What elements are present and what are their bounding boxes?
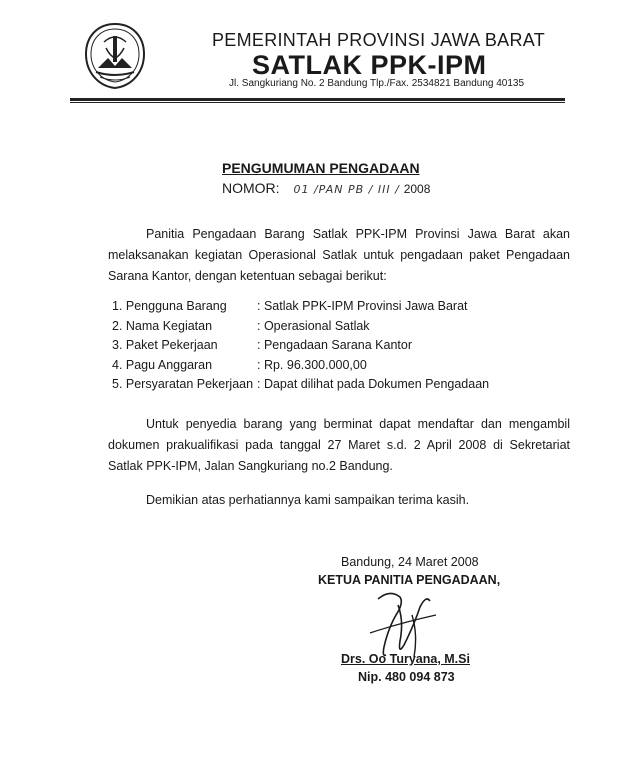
document-title: PENGUMUMAN PENGADAAN <box>222 160 420 176</box>
signatory-role: KETUA PANITIA PENGADAAN, <box>318 573 501 587</box>
signatory-name: Drs. Oo Turyana, M.Si <box>341 652 470 666</box>
detail-value: : Rp. 96.300.000,00 <box>257 357 367 372</box>
detail-value: : Dapat dilihat pada Dokumen Pengadaan <box>257 377 490 392</box>
header-government: PEMERINTAH PROVINSI JAWA BARAT <box>212 30 546 50</box>
document-number <box>222 180 430 196</box>
header-organization: SATLAK PPK-IPM <box>252 50 487 80</box>
detail-value: : Satlak PPK-IPM Provinsi Jawa Barat <box>257 299 468 313</box>
header-address: Jl. Sangkuriang No. 2 Bandung Tlp./Fax. 2534821 Bandung 40135 <box>229 78 525 89</box>
detail-key: 2. Nama Kegiatan <box>112 318 213 333</box>
place-date: Bandung, 24 Maret 2008 <box>341 555 479 569</box>
number-label: NOMOR: <box>222 180 280 196</box>
number-year: 2008 <box>403 182 431 196</box>
registration-paragraph: Untuk penyedia barang yang berminat dapat mendaftar dan mengambil dokumen prakualifikasi pada tanggal 27 Maret s.d. 2 April 2008 di Sekretariat Satlak PPK-IPM, Jalan Sangkuriang no.2 Bandung. <box>108 417 570 473</box>
intro-paragraph: Panitia Pengadaan Barang Satlak PPK-IPM Provinsi Jawa Barat akan melaksanakan kegiatan Operasional Satlak untuk pengadaan paket Pengadaan Sarana Kantor, dengan ketentuan sebagai berikut: <box>108 227 570 283</box>
signatory-nip: Nip. 480 094 873 <box>358 670 455 684</box>
header-divider <box>70 98 565 103</box>
detail-key: 1. Pengguna Barang <box>112 299 227 313</box>
detail-key: 5. Persyaratan Pekerjaan <box>112 377 254 392</box>
seal-logo <box>84 22 146 90</box>
number-handwritten: 01 /PAN PB / III / <box>293 183 400 196</box>
detail-value: : Operasional Satlak <box>257 318 370 333</box>
detail-key: 3. Paket Pekerjaan <box>112 338 218 353</box>
closing-text: Demikian atas perhatiannya kami sampaikan terima kasih. <box>146 493 470 507</box>
detail-value: : Pengadaan Sarana Kantor <box>257 338 412 353</box>
detail-key: 4. Pagu Anggaran <box>112 357 213 372</box>
